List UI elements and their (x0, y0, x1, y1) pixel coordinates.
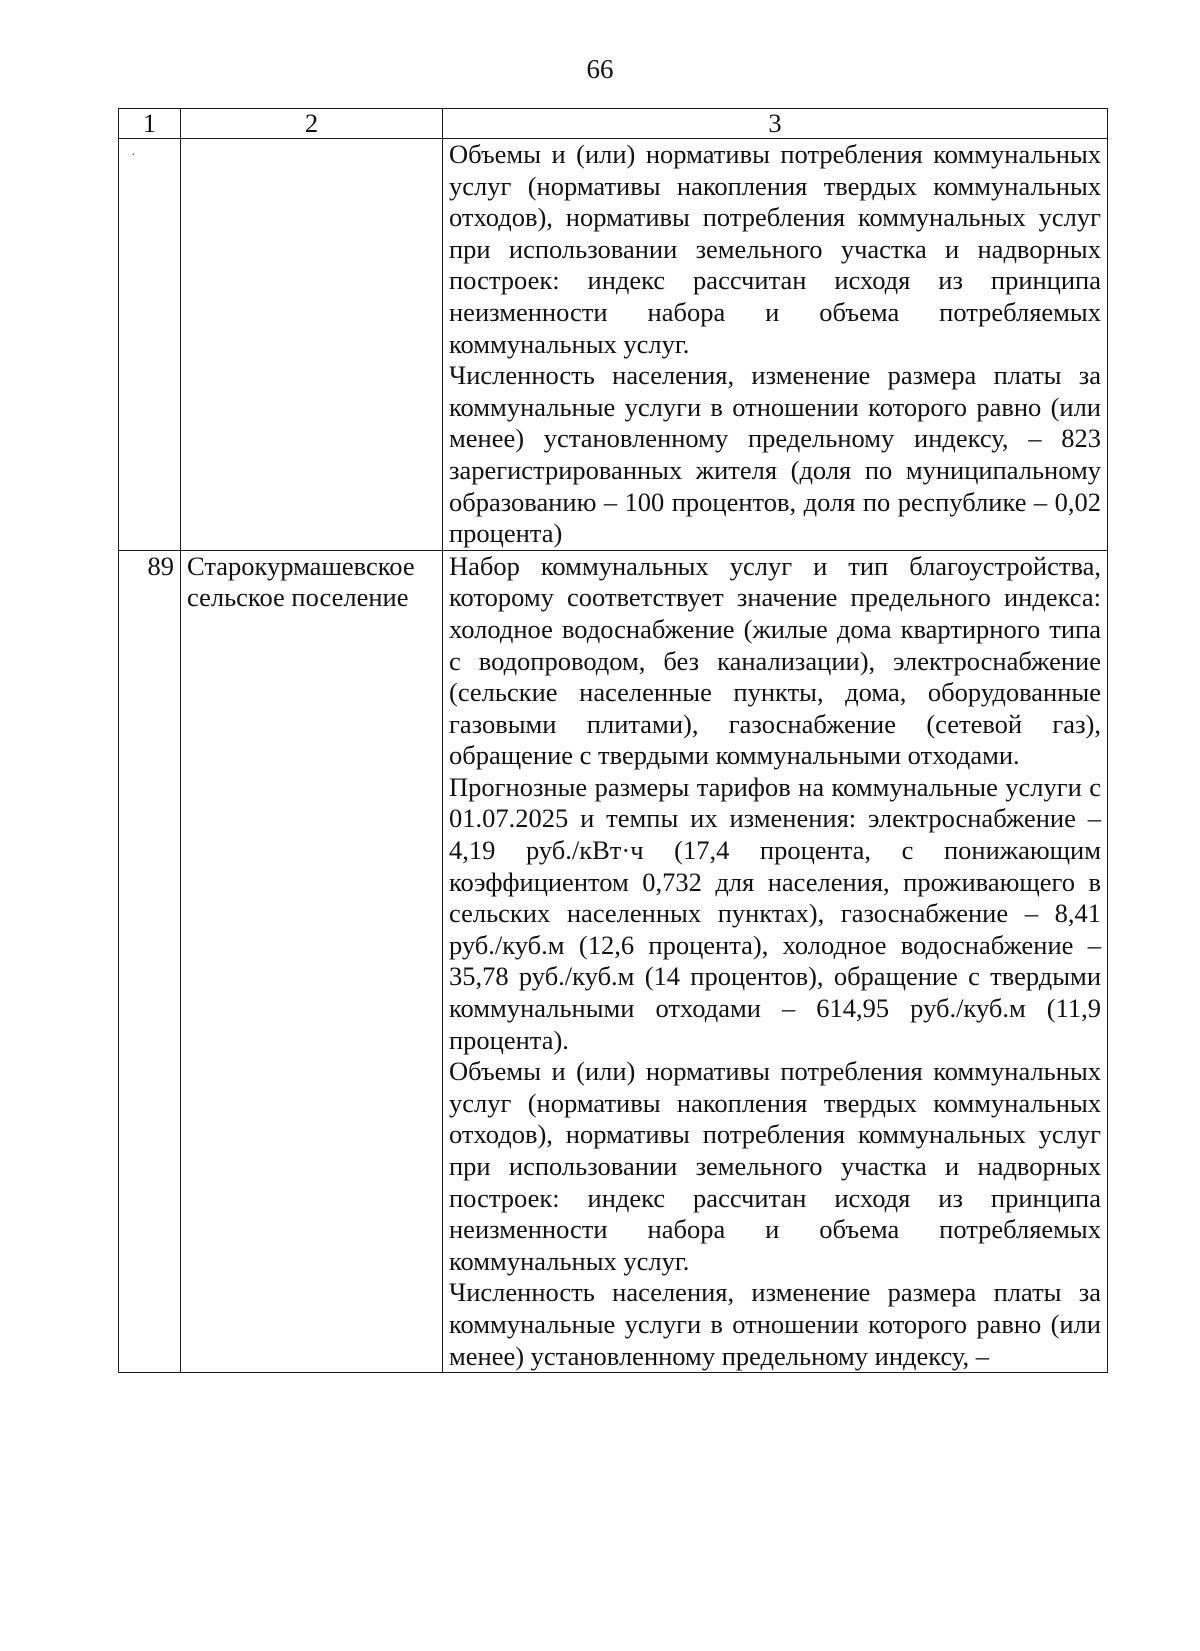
table-row-89 (119, 550, 1108, 1372)
paragraph-volumes: Объемы и (или) нормативы потребления коммунальных услуг (нормативы накопления твердых коммунальных отходов), нормативы потребления коммунальных услуг при использовании земельного участка и надворных построек: индекс рассчитан исходя из принципа неизменности набора и объема потребляемых коммунальных услуг. (449, 139, 1101, 359)
page-number: 66 (586, 54, 614, 84)
paragraph-services-set: Набор коммунальных услуг и тип благоустройства, которому соответствует значение предельного индекса: холодное водоснабжение (жилые дома квартирного типа с водопроводом, без канализации), электроснабжение (сельские населенные пункты, дома, оборудованные газовыми плитами), газоснабжение (сетевой газ), обращение с твердыми коммунальными отходами. (449, 550, 1101, 771)
table-row-continued (119, 139, 1108, 551)
column-header-1: 1 (119, 109, 181, 139)
paragraph-volumes: Объемы и (или) нормативы потребления коммунальных услуг (нормативы накопления твердых коммунальных отходов), нормативы потребления коммунальных услуг при использовании земельного участка и надворных построек: индекс рассчитан исходя из принципа неизменности набора и объема потребляемых коммунальных услуг. (449, 1056, 1101, 1276)
row-name-cell-empty (181, 139, 443, 551)
paragraph-population: Численность населения, изменение размера платы за коммунальные услуги в отношении которого равно (или менее) установленному предельному индексу, – 823 зарегистрированных жителя (доля по муниципальному образованию – 100 процентов, доля по республике – 0,02 процента) (449, 360, 1101, 549)
column-header-2: 2 (181, 109, 443, 139)
settlement-name-cell (181, 550, 443, 1372)
row-number-cell-empty (119, 139, 181, 551)
scan-speck: · (131, 148, 136, 163)
row-number-cell: 89 (119, 550, 181, 1372)
paragraph-tariffs: Прогнозные размеры тарифов на коммунальные услуги с 01.07.2025 и темпы их изменения: электроснабжение – 4,19 руб./кВт·ч (17,4 процента, с понижающим коэффициентом 0,732 для населения, проживающего в сельских населенных пунктах), газоснабжение – 8,41 руб./куб.м (12,6 процента), холодное водоснабжение – 35,78 руб./куб.м (14 процентов), обращение с твердыми коммунальными отходами – 614,95 руб./куб.м (11,9 процента). (449, 771, 1101, 1055)
table-header-row (119, 109, 1108, 139)
settlement-name-line-1: Старокурмашевское (187, 550, 415, 581)
settlement-name-line-2: сельское поселение (187, 582, 409, 613)
row-description-cell (443, 139, 1108, 551)
paragraph-population: Численность населения, изменение размера платы за коммунальные услуги в отношении которого равно (или менее) установленному предельному индексу, – (449, 1277, 1101, 1371)
tariff-table (118, 108, 1108, 1373)
row-description-cell (443, 550, 1108, 1372)
column-header-3: 3 (443, 109, 1108, 139)
